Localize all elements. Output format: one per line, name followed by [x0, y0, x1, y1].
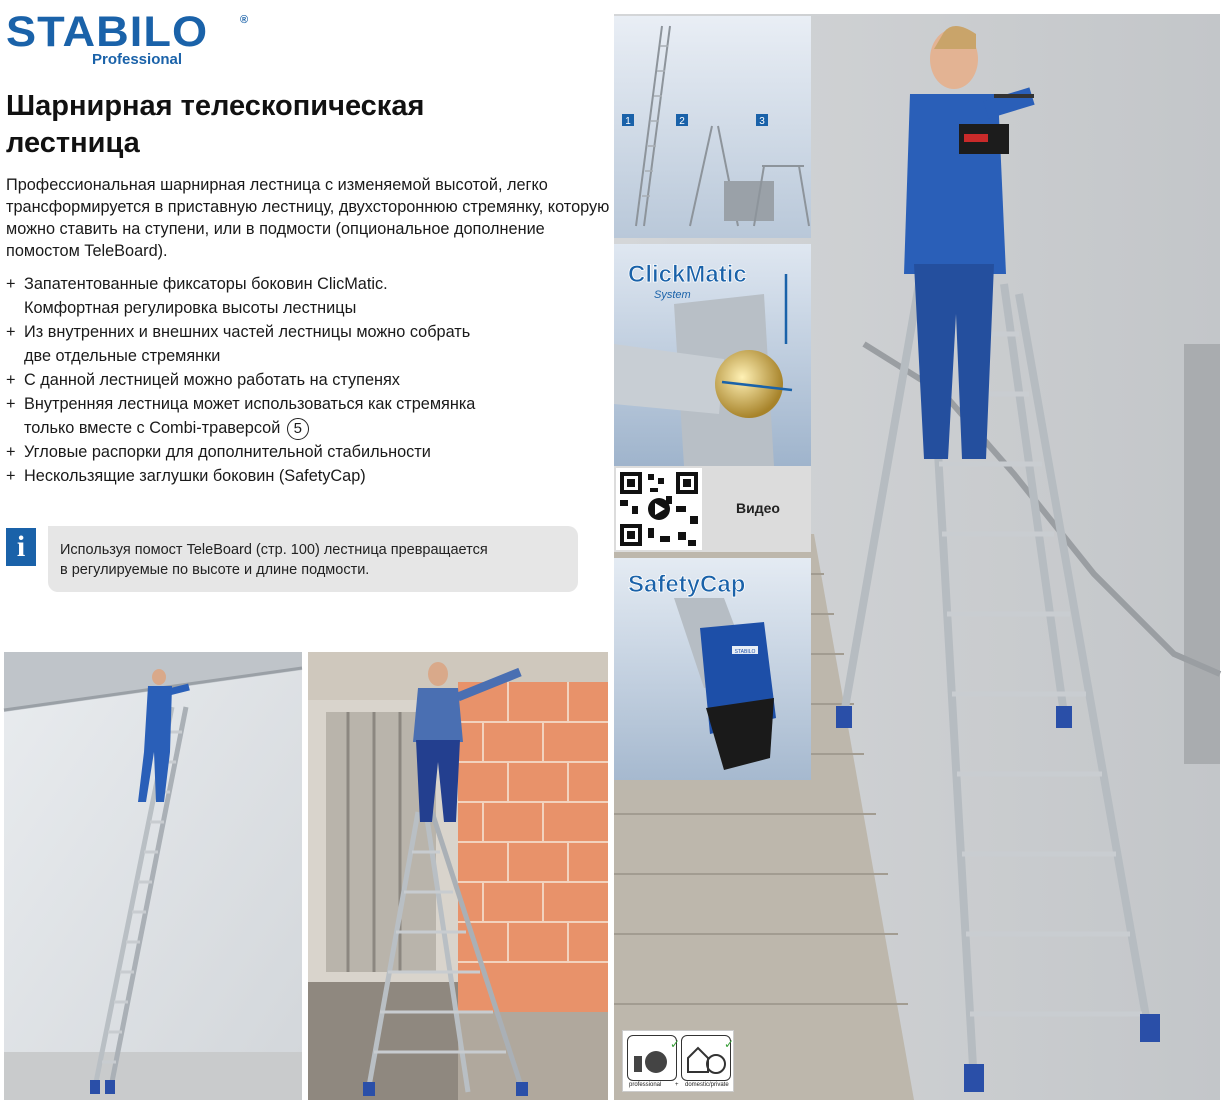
feature-line: Внутренняя лестница может использоваться как стремянка	[24, 395, 476, 413]
video-label: Видео	[736, 500, 780, 516]
info-note	[48, 526, 578, 592]
feature-line: Комфортная регулировка высоты лестницы	[24, 299, 357, 317]
feature-line: Нескользящие заглушки боковин (SafetyCap)	[24, 467, 366, 485]
stabilo-logo	[6, 10, 256, 68]
domestic-label: domestic/private	[685, 1082, 729, 1088]
logo-wordmark: STABILO	[6, 8, 209, 56]
step-number: 3	[759, 116, 765, 127]
feature-item	[6, 368, 606, 392]
product-title	[6, 88, 566, 162]
step-number: 1	[625, 116, 631, 127]
product-intro: Профессиональная шарнирная лестница с изменяемой высотой, легко трансформируется в приставную лестницу, двухстороннюю стремянку, которую можно ставить на ступени, или в подмости (опциональное дополнение помостом TeleBoard).	[6, 176, 610, 260]
plus-bullet: +	[6, 395, 16, 413]
check-icon: ✓	[724, 1037, 735, 1051]
usage-badges	[622, 1030, 734, 1092]
clickmatic-logo: ClickMatic	[628, 261, 747, 288]
inset-clickmatic-detail	[614, 244, 811, 466]
info-icon: i	[6, 528, 36, 566]
inset-transformation-modes	[614, 16, 811, 238]
plus-bullet: +	[6, 371, 16, 389]
check-icon: ✓	[670, 1037, 681, 1051]
feature-item	[6, 440, 606, 464]
logo-subtitle: Professional	[92, 51, 183, 68]
feature-item	[6, 272, 606, 320]
title-line-2: лестница	[6, 127, 140, 159]
info-text-line: в регулируемые по высоте и длине подмости.	[60, 562, 370, 578]
feature-line: Запатентованные фиксаторы боковин ClicMatic.	[24, 275, 388, 293]
plus-bullet: +	[6, 323, 16, 341]
feature-list	[6, 272, 606, 488]
photo-stepladder-brick-wall	[308, 652, 608, 1100]
plus-label: +	[675, 1082, 679, 1088]
feature-item	[6, 464, 606, 488]
plus-bullet: +	[6, 275, 16, 293]
domestic-badge	[681, 1035, 735, 1081]
circled-reference-number: 5	[287, 418, 309, 440]
registered-mark: ®	[240, 14, 249, 26]
professional-label: professional	[629, 1082, 662, 1088]
feature-line: С данной лестницей можно работать на ступенях	[24, 371, 400, 389]
clickmatic-sub: System	[654, 289, 691, 301]
feature-line: Из внутренних и внешних частей лестницы можно собрать	[24, 323, 471, 341]
info-text-line: Используя помост TeleBoard (стр. 100) лестница превращается	[60, 542, 488, 558]
safetycap-logo: SafetyCap	[628, 571, 746, 598]
step-number: 2	[679, 116, 685, 127]
feature-line: две отдельные стремянки	[24, 347, 221, 365]
inset-safetycap-detail	[614, 558, 811, 780]
plus-bullet: +	[6, 443, 16, 461]
feature-item	[6, 320, 606, 368]
photo-extension-ladder	[4, 652, 302, 1100]
feature-line: только вместе с Combi-траверсой	[24, 419, 281, 437]
cap-label: STABILO	[734, 649, 756, 655]
professional-badge	[627, 1035, 681, 1081]
title-line-1: Шарнирная телескопическая	[6, 90, 425, 122]
feature-line: Угловые распорки для дополнительной стабильности	[24, 443, 431, 461]
plus-bullet: +	[6, 467, 16, 485]
feature-item	[6, 392, 606, 440]
